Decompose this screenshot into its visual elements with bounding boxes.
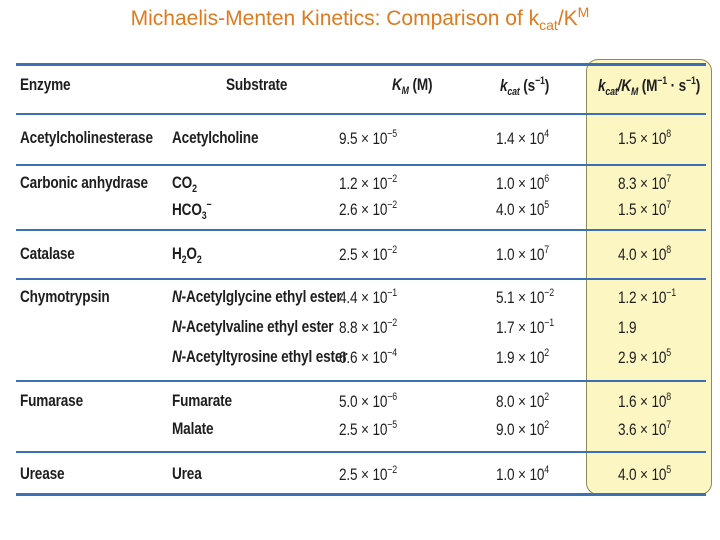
substrate-name: Malate	[172, 419, 214, 438]
km-value: $2.5 \times 10^{-2}$	[339, 244, 397, 264]
substrate-name: $H_2O_2$	[172, 244, 202, 266]
substrate-name: $CO_2$	[172, 173, 197, 195]
row-rule	[16, 278, 706, 280]
table-top-rule	[16, 63, 706, 66]
substrate-name: $HCO_3^-$	[172, 199, 212, 222]
kcat-km-value: $1.2 \times 10^{-1}$	[618, 287, 676, 307]
header-kcat-km: $k_{cat}/K_M$ $(M^{-1} \cdot s^{-1})$	[598, 75, 701, 98]
substrate-name: Acetylcholine	[172, 128, 259, 147]
title-sup: M	[577, 4, 590, 20]
substrate-name: N-Acetyltyrosine ethyl ester	[172, 347, 348, 366]
kcat-km-value: $1.5 \times 10^8$	[618, 128, 671, 148]
title-slash: /K	[557, 7, 578, 30]
km-value: $4.4 \times 10^{-1}$	[339, 287, 397, 307]
km-value: $1.2 \times 10^{-2}$	[339, 173, 397, 193]
slide-title	[0, 4, 720, 33]
row-rule	[16, 451, 706, 453]
kcat-km-value: $1.5 \times 10^7$	[618, 199, 671, 219]
header-kcat: $k_{cat}$ $(s^{-1})$	[500, 75, 550, 98]
kcat-value: $1.7 \times 10^{-1}$	[496, 317, 554, 337]
title-main: Michaelis-Menten Kinetics: Comparison of k	[130, 7, 540, 30]
km-value: $2.6 \times 10^{-2}$	[339, 199, 397, 219]
km-value: $2.5 \times 10^{-5}$	[339, 419, 397, 439]
kinetics-table	[8, 55, 710, 503]
enzyme-name: Acetylcholinesterase	[20, 128, 153, 147]
title-sub: cat	[539, 17, 558, 33]
kcat-value: $5.1 \times 10^{-2}$	[496, 287, 554, 307]
km-value: $8.8 \times 10^{-2}$	[339, 317, 397, 337]
kcat-value: $1.0 \times 10^6$	[496, 173, 549, 193]
kcat-km-value: $8.3 \times 10^7$	[618, 173, 671, 193]
kcat-value: $1.0 \times 10^7$	[496, 244, 549, 264]
enzyme-name: Carbonic anhydrase	[20, 173, 148, 192]
row-rule	[16, 229, 706, 231]
enzyme-name: Fumarase	[20, 391, 83, 410]
kcat-value: $9.0 \times 10^2$	[496, 419, 549, 439]
enzyme-name: Urease	[20, 464, 65, 483]
row-rule	[16, 164, 706, 166]
kcat-km-value: 1.9	[618, 318, 637, 337]
header-rule	[16, 113, 706, 115]
kcat-km-value: $4.0 \times 10^8$	[618, 244, 671, 264]
kcat-value: $8.0 \times 10^2$	[496, 391, 549, 411]
header-substrate: Substrate	[226, 75, 288, 94]
km-value: $2.5 \times 10^{-2}$	[339, 464, 397, 484]
header-enzyme: Enzyme	[20, 75, 71, 94]
km-value: $9.5 \times 10^{-5}$	[339, 128, 397, 148]
table-bottom-rule	[16, 493, 706, 496]
kcat-value: $1.9 \times 10^2$	[496, 347, 549, 367]
kcat-km-value: $2.9 \times 10^5$	[618, 347, 671, 367]
km-value: $5.0 \times 10^{-6}$	[339, 391, 397, 411]
enzyme-name: Catalase	[20, 244, 75, 263]
enzyme-name: Chymotrypsin	[20, 287, 110, 306]
kcat-km-value: $4.0 \times 10^5$	[618, 464, 671, 484]
header-km: $K_M$ (M)	[392, 75, 433, 97]
km-value: $6.6 \times 10^{-4}$	[339, 347, 397, 367]
substrate-name: N-Acetylglycine ethyl ester	[172, 287, 342, 306]
kcat-value: $1.4 \times 10^4$	[496, 128, 549, 148]
row-rule	[16, 380, 706, 382]
substrate-name: Urea	[172, 464, 202, 483]
kcat-km-value: $1.6 \times 10^8$	[618, 391, 671, 411]
kcat-km-value: $3.6 \times 10^7$	[618, 419, 671, 439]
kcat-value: $4.0 \times 10^5$	[496, 199, 549, 219]
substrate-name: Fumarate	[172, 391, 232, 410]
kcat-value: $1.0 \times 10^4$	[496, 464, 549, 484]
substrate-name: N-Acetylvaline ethyl ester	[172, 317, 334, 336]
